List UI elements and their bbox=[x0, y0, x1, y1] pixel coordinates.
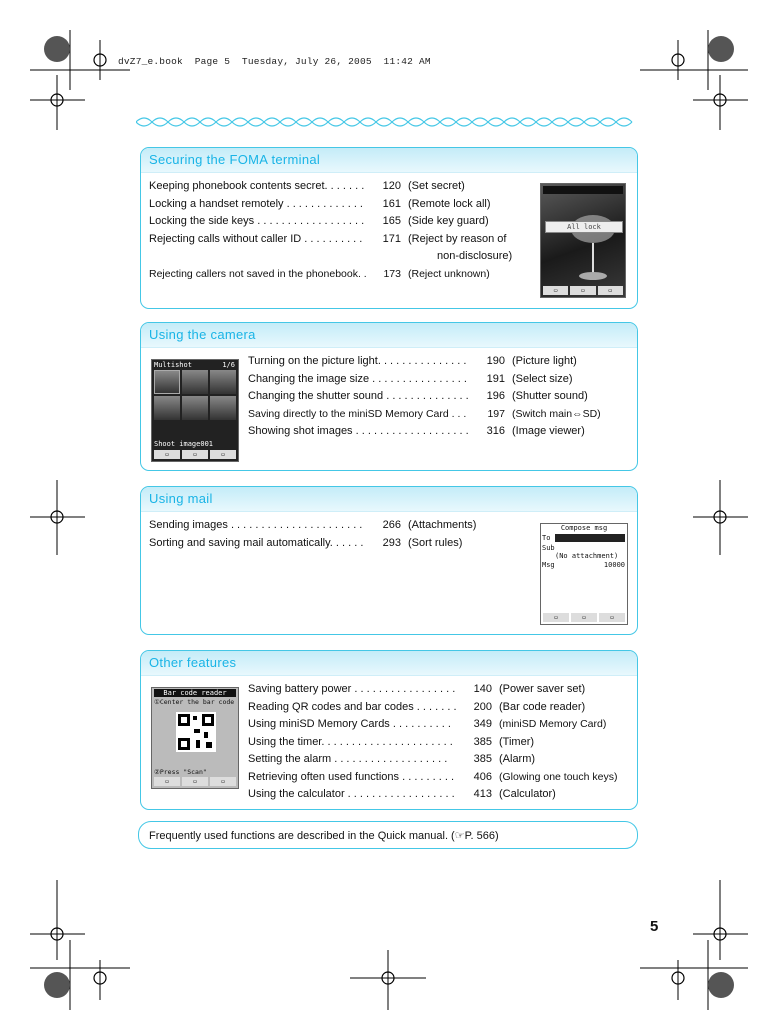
list-item bbox=[149, 231, 529, 249]
function-name: (Shutter sound) bbox=[512, 390, 588, 402]
list-item bbox=[248, 406, 633, 424]
page-number-ref: 120 bbox=[382, 180, 401, 192]
to-label: To bbox=[542, 534, 551, 542]
item-text: Saving battery power . . . . . . . . . . . . . . . . . bbox=[248, 683, 456, 695]
function-name: (Power saver set) bbox=[499, 683, 586, 695]
page-number-ref: 140 bbox=[473, 683, 492, 695]
list-item bbox=[248, 716, 633, 734]
phone-screen-multishot bbox=[151, 359, 239, 462]
screen-instruction: ①Center the bar code bbox=[154, 698, 235, 706]
page-number-ref: 413 bbox=[473, 788, 492, 800]
function-name: (Switch main⇔SD) bbox=[512, 407, 601, 420]
item-text: Sorting and saving mail automatically. . . . . . bbox=[149, 536, 364, 549]
thumbnail bbox=[154, 396, 180, 420]
function-name: (Select size) bbox=[512, 372, 573, 385]
softkey-icon: ▭ bbox=[571, 613, 597, 622]
page-number-ref: 190 bbox=[486, 355, 505, 367]
softkey-icon: ▭ bbox=[598, 286, 623, 295]
page-number-ref: 266 bbox=[382, 519, 401, 531]
decorative-wave bbox=[136, 114, 640, 130]
list-item bbox=[149, 517, 529, 535]
function-name: (Remote lock all) bbox=[408, 197, 491, 210]
list-item bbox=[248, 769, 633, 787]
function-name: (Timer) bbox=[499, 735, 535, 748]
item-text: Setting the alarm . . . . . . . . . . . . . . . . . . . bbox=[248, 753, 448, 765]
page-number-ref: 385 bbox=[473, 753, 492, 765]
page-number-ref: 293 bbox=[382, 536, 401, 549]
list-item bbox=[248, 423, 633, 441]
softkey-icon: ▭ bbox=[570, 286, 595, 295]
list-item bbox=[149, 213, 529, 231]
function-name: (Picture light) bbox=[512, 355, 577, 367]
page-number-ref: 196 bbox=[486, 390, 505, 402]
softkey-icon: ▭ bbox=[154, 450, 180, 459]
page-number-ref: 406 bbox=[473, 770, 492, 783]
thumbnail bbox=[210, 370, 236, 394]
item-text: Saving directly to the miniSD Memory Card . . . bbox=[248, 407, 467, 420]
item-text: Locking the side keys . . . . . . . . . . . . . . . . . . bbox=[149, 215, 365, 227]
to-field bbox=[555, 534, 625, 542]
item-text: Using miniSD Memory Cards . . . . . . . . . . bbox=[248, 718, 451, 730]
page-number-ref: 173 bbox=[383, 267, 401, 280]
thumbnail-grid bbox=[154, 370, 236, 420]
screen-caption: Shoot image001 bbox=[154, 440, 214, 448]
item-text: Reading QR codes and bar codes . . . . . . . bbox=[248, 700, 457, 713]
sub-label: Sub bbox=[542, 544, 555, 552]
item-text: Locking a handset remotely . . . . . . . . . . . . . bbox=[149, 197, 363, 210]
soft-keys bbox=[543, 613, 625, 622]
soft-keys bbox=[154, 777, 236, 786]
screen-title: Multishot bbox=[154, 361, 192, 369]
page-number-ref: 200 bbox=[473, 700, 492, 713]
function-name: (Image viewer) bbox=[512, 425, 585, 437]
function-name: (Glowing one touch keys) bbox=[499, 770, 618, 783]
softkey-icon: ▭ bbox=[543, 286, 568, 295]
thumbnail bbox=[182, 396, 208, 420]
page-number-ref: 171 bbox=[382, 232, 401, 245]
item-text: Changing the image size . . . . . . . . . . . . . . . . bbox=[248, 372, 467, 385]
soft-keys bbox=[543, 286, 623, 295]
glass-picture-icon bbox=[563, 204, 623, 284]
section-title: Using the camera bbox=[149, 327, 256, 342]
item-text: Rejecting calls without caller ID . . . . . . . . . . bbox=[149, 232, 363, 245]
list-item bbox=[248, 353, 633, 371]
phone-screen-compose bbox=[540, 523, 628, 625]
list-item bbox=[248, 734, 633, 752]
item-text: Keeping phonebook contents secret. . . . . . . bbox=[149, 180, 365, 192]
item-text: Retrieving often used functions . . . . . . . . . bbox=[248, 770, 455, 783]
page-number-ref: 349 bbox=[473, 718, 492, 730]
item-text: Turning on the picture light. . . . . . . . . . . . . . . bbox=[248, 355, 467, 367]
section-other bbox=[140, 650, 638, 810]
function-list bbox=[248, 681, 633, 804]
item-text: Sending images . . . . . . . . . . . . . . . . . . . . . . bbox=[149, 519, 363, 531]
section-title: Securing the FOMA terminal bbox=[149, 152, 321, 167]
softkey-icon: ▭ bbox=[182, 450, 208, 459]
phone-screen-barcode bbox=[151, 687, 239, 789]
section-mail bbox=[140, 486, 638, 635]
section-title: Other features bbox=[149, 655, 237, 670]
list-item-continuation bbox=[149, 248, 529, 266]
item-text: Using the calculator . . . . . . . . . . . . . . . . . . bbox=[248, 788, 455, 800]
item-text: Using the timer. . . . . . . . . . . . . . . . . . . . . . bbox=[248, 735, 453, 748]
qr-code-icon bbox=[176, 712, 216, 752]
function-name: (Attachments) bbox=[408, 519, 477, 531]
screen-counter: 1/6 bbox=[222, 361, 235, 369]
function-name: non-disclosure) bbox=[437, 250, 513, 262]
function-name: (miniSD Memory Card) bbox=[499, 718, 607, 730]
attachment-label: (No attachment) bbox=[555, 552, 619, 560]
page-number-ref: 316 bbox=[486, 425, 505, 437]
list-item bbox=[149, 178, 529, 196]
lock-label: All lock bbox=[545, 221, 623, 233]
list-item bbox=[248, 371, 633, 389]
thumbnail bbox=[210, 396, 236, 420]
function-list bbox=[149, 178, 529, 283]
function-name: (Calculator) bbox=[499, 788, 556, 800]
softkey-icon: ▭ bbox=[210, 450, 236, 459]
list-item bbox=[149, 535, 529, 553]
screen-title: Bar code reader bbox=[154, 689, 236, 697]
thumbnail bbox=[154, 370, 180, 394]
function-name: (Sort rules) bbox=[408, 536, 463, 549]
function-name: (Alarm) bbox=[499, 753, 536, 765]
quick-manual-note bbox=[138, 821, 638, 849]
list-item bbox=[248, 388, 633, 406]
softkey-icon: ▭ bbox=[543, 613, 569, 622]
list-item bbox=[248, 681, 633, 699]
book-header-line: dvZ7_e.book Page 5 Tuesday, July 26, 2005 11:42 AM bbox=[118, 56, 431, 67]
page-number-ref: 161 bbox=[382, 197, 401, 210]
function-list bbox=[248, 353, 633, 441]
note-text: Frequently used functions are described in the Quick manual. (☞P. 566) bbox=[149, 830, 499, 842]
page-number-ref: 191 bbox=[486, 372, 505, 385]
softkey-icon: ▭ bbox=[154, 777, 180, 786]
list-item bbox=[248, 699, 633, 717]
section-camera bbox=[140, 322, 638, 471]
list-item bbox=[149, 266, 529, 284]
function-name: (Bar code reader) bbox=[499, 700, 586, 713]
list-item bbox=[248, 751, 633, 769]
status-bar bbox=[543, 186, 623, 194]
soft-keys bbox=[154, 450, 236, 459]
screen-title: Compose msg bbox=[560, 524, 608, 532]
page-number-ref: 385 bbox=[473, 735, 492, 748]
section-securing bbox=[140, 147, 638, 309]
screen-instruction: ②Press "Scan" bbox=[154, 768, 207, 776]
softkey-icon: ▭ bbox=[599, 613, 625, 622]
item-text: Rejecting callers not saved in the phonebook. . bbox=[149, 267, 367, 280]
thumbnail bbox=[182, 370, 208, 394]
softkey-icon: ▭ bbox=[210, 777, 236, 786]
char-count: 10000 bbox=[603, 561, 625, 569]
item-text: Showing shot images . . . . . . . . . . . . . . . . . . . bbox=[248, 425, 469, 437]
softkey-icon: ▭ bbox=[182, 777, 208, 786]
page-number-ref: 165 bbox=[382, 215, 401, 227]
msg-label: Msg bbox=[542, 561, 555, 569]
page-number: 5 bbox=[650, 918, 659, 935]
phone-screen-lock bbox=[540, 183, 626, 298]
list-item bbox=[248, 786, 633, 804]
function-list bbox=[149, 517, 529, 552]
function-name: (Side key guard) bbox=[408, 215, 489, 227]
section-title: Using mail bbox=[149, 491, 213, 506]
item-text: Changing the shutter sound . . . . . . . . . . . . . . bbox=[248, 390, 469, 402]
function-name: (Set secret) bbox=[408, 180, 465, 192]
page-number-ref: 197 bbox=[487, 407, 505, 420]
list-item bbox=[149, 196, 529, 214]
section-header bbox=[141, 487, 637, 512]
function-name: (Reject by reason of bbox=[408, 232, 507, 245]
function-name: (Reject unknown) bbox=[408, 267, 490, 280]
